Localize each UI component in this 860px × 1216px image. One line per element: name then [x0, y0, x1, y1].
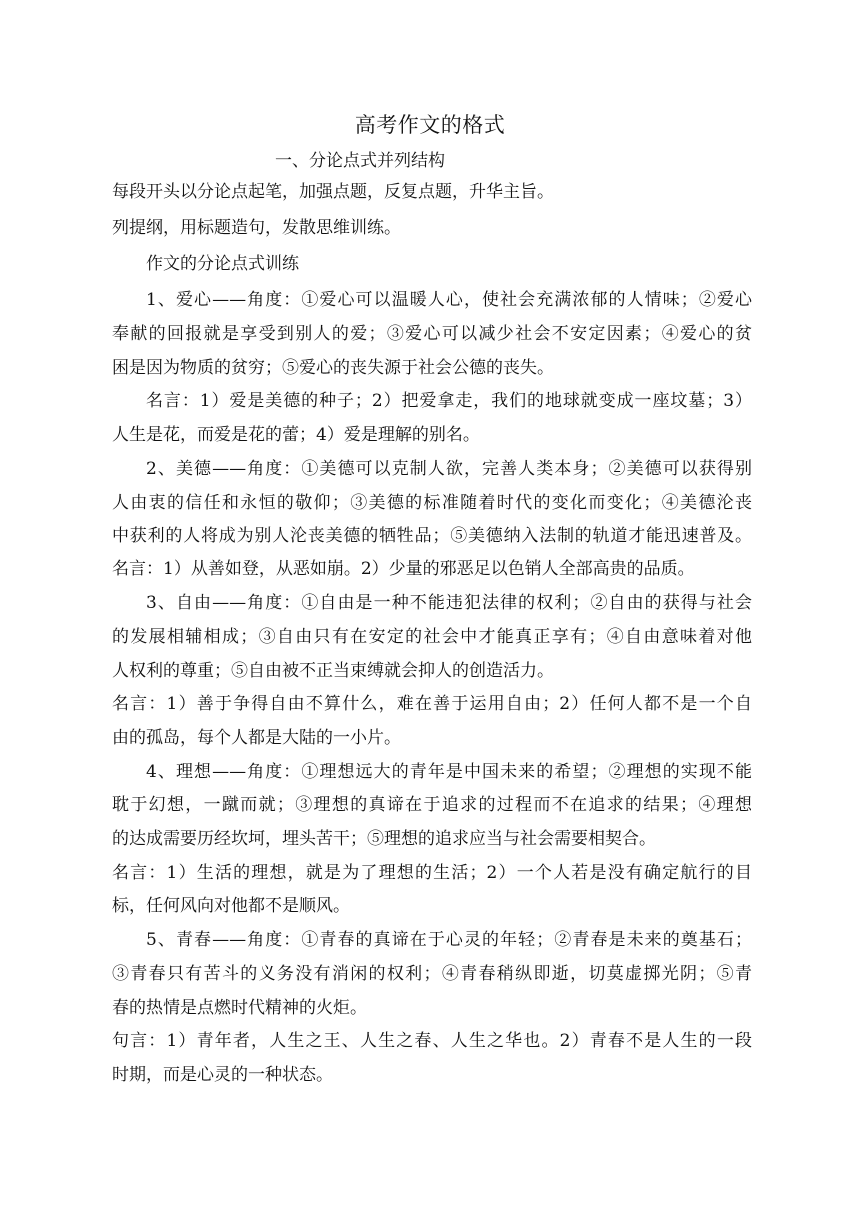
- section-heading: 一、分论点式并列结构: [275, 151, 445, 171]
- quote-line: 时期，而是心灵的一种状态。: [112, 1065, 333, 1085]
- paragraph-line: 的发展相辅相成；③自由只有在安定的社会中才能真正享有；④自由意味着对他: [112, 627, 752, 647]
- paragraph-line: 2、美德——角度：①美德可以克制人欲，完善人类本身；②美德可以获得别: [146, 459, 752, 479]
- quote-line: 名言：1）从善如登，从恶如崩。2）少量的邪恶足以色销人全部高贵的品质。: [112, 559, 695, 579]
- quote-line: 句言：1）青年者，人生之王、人生之春、人生之华也。2）青春不是人生的一段: [112, 1031, 752, 1051]
- paragraph-line: 春的热情是点燃时代精神的火炬。: [112, 998, 367, 1018]
- intro-line-2: 列提纲，用标题造句，发散思维训练。: [112, 218, 401, 238]
- document-title: 高考作文的格式: [354, 113, 506, 137]
- paragraph-line: 人由衷的信任和永恒的敬仰；③美德的标准随着时代的变化而变化；④美德沦丧: [112, 493, 752, 513]
- paragraph-line: 的达成需要历经坎坷，埋头苦干；⑤理想的追求应当与社会需要相契合。: [112, 829, 656, 849]
- paragraph-line: 中获利的人将成为别人沦丧美德的牺牲品；⑤美德纳入法制的轨道才能迅速普及。: [112, 526, 752, 546]
- paragraph-line: 3、自由——角度：①自由是一种不能违犯法律的权利；②自由的获得与社会: [146, 593, 752, 613]
- quote-line: 名言：1）善于争得自由不算什么，难在善于运用自由；2）任何人都不是一个自: [112, 694, 752, 714]
- quote-line: 名言：1）爱是美德的种子；2）把爱拿走，我们的地球就变成一座坟墓；3）: [146, 391, 752, 411]
- intro-line-1: 每段开头以分论点起笔，加强点题，反复点题，升华主旨。: [112, 182, 554, 202]
- quote-line: 人生是花，而爱是花的蕾；4）爱是理解的别名。: [112, 425, 480, 445]
- paragraph-line: 困是因为物质的贫穷；⑤爱心的丧失源于社会公德的丧失。: [112, 358, 554, 378]
- quote-line: 标，任何风向对他都不是顺风。: [112, 896, 350, 916]
- paragraph-line: 5、青春——角度：①青春的真谛在于心灵的年轻；②青春是未来的奠基石；: [146, 930, 752, 950]
- quote-line: 由的孤岛，每个人都是大陆的一小片。: [112, 728, 401, 748]
- paragraph-line: 人权利的尊重；⑤自由被不正当束缚就会抑人的创造活力。: [112, 661, 554, 681]
- paragraph-line: 奉献的回报就是享受到别人的爱；③爱心可以减少社会不安定因素；④爱心的贫: [112, 324, 752, 344]
- paragraph-line: 1、爱心——角度：①爱心可以温暖人心，使社会充满浓郁的人情味；②爱心: [146, 290, 752, 310]
- training-heading: 作文的分论点式训练: [146, 254, 299, 274]
- paragraph-line: 4、理想——角度：①理想远大的青年是中国未来的希望；②理想的实现不能: [146, 762, 752, 782]
- quote-line: 名言：1）生活的理想，就是为了理想的生活；2）一个人若是没有确定航行的目: [112, 863, 752, 883]
- paragraph-line: 耽于幻想，一蹴而就；③理想的真谛在于追求的过程而不在追求的结果；④理想: [112, 795, 752, 815]
- paragraph-line: ③青春只有苦斗的义务没有消闲的权利；④青春稍纵即逝，切莫虚掷光阴；⑤青: [112, 964, 752, 984]
